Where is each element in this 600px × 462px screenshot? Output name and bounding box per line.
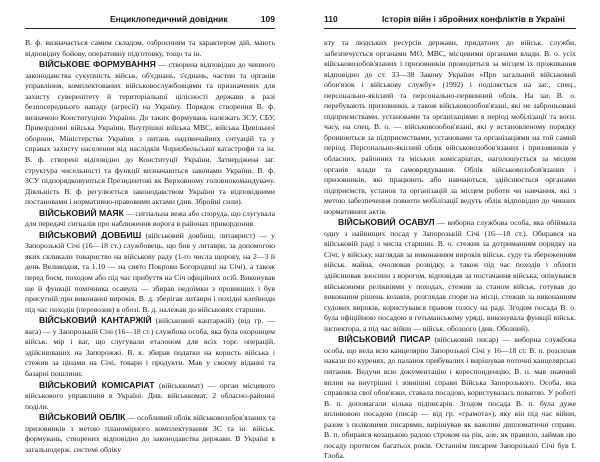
entry bbox=[324, 334, 576, 462]
left-running-header bbox=[25, 14, 275, 28]
running-title: Історія війн і збройних конфліктів в Україні bbox=[382, 14, 565, 24]
header-rule bbox=[25, 28, 275, 29]
entry-text: — виборна службова особа, яка обіймала одну з найвищих посад у Запорозькій Січі (16—18 ст.). Обирався на військовій раді з числа старшин. В. о. стежив за дотриманням порядку на Січі, у війську, наглядав за виконанням вироків військ. суду та збереженням військ. майна, очолював розвідку, а також під час походів і облоги здійснював зносини з ворогом, відповідав за постачання війська, опікувався військовими реліквіями у походах, стежив за станом військ, готував до виконання рішень козаків, розглядав спори на місці, стежив за виконанням судових вироків, користувався правом голосу на раді. Згодом посада В. о. була офіційною посадою в гетьманському уряді, виконувала функції військ. інспектора, а під час війни — військ. обозного (див. Обозний). bbox=[324, 218, 577, 333]
page-number: 110 bbox=[324, 14, 338, 24]
entry-text: (військкомат) — орган місцевого військового управління в Україні. Див. військкомат, 2 обласно-районні поділи. bbox=[25, 380, 275, 411]
entry-headword: ВІЙСЬКОВИЙ ПИСАР bbox=[338, 334, 431, 345]
left-page bbox=[0, 0, 300, 454]
entry-text: — створена відповідно до чинного законодавства сукупність військ, об'єднань, з'єднань, частин та органів управління, комплектованих військовослужбовцями та призначених для захисту суверенітету й територіальної цілісності держави в разі безпосереднього нападу (агресії) на Україну. Порядок створення В. ф. визначено Конституцією України. До таких формувань належать ЗСУ, СБУ, Прикордонні війська України, Внутрішні війська МВС, війська Цивільної оборони, Міністерства України з питань надзвичайних ситуацій та у справах захисту населення від наслідків Чорнобильської катастрофи та ін. В. ф. створені відповідно до Конституції України. Затверджена заг. структура чисельності та функції визначаються законами України. В. ф. ЗСУ підпорядковуються Президентові як Верховному головнокомандувачу. Діяльність В. ф. регулюється законодавством України та відповідними постановами і нормативно-правовими актами (див. Збройні сили). bbox=[25, 60, 276, 207]
entry bbox=[25, 230, 275, 315]
entry-headword: ВІЙСЬКОВИЙ МАЯК bbox=[39, 207, 124, 218]
entry-headword: ВІЙСЬКОВИЙ ОСАВУЛ bbox=[338, 217, 435, 228]
entry bbox=[324, 217, 576, 334]
entry-headword: ВІЙСЬКОВЕ ФОРМУВАННЯ bbox=[39, 59, 156, 70]
right-page-body bbox=[324, 38, 576, 462]
entry bbox=[25, 208, 275, 230]
entry bbox=[25, 380, 275, 413]
header-rule bbox=[324, 28, 576, 29]
entry bbox=[25, 38, 275, 59]
entry-text: (військовий довбиш, литаврист) — у Запорозькій Січі (16—18 ст.) службовець, що бив у литаври, за допомогою яких скликали товариство на військову раду (1-го числа щороку, на 2—3 й день Великодня, та 1.10 — на свято Покрови Богородиці на Січі), а також перед боєм, походом або під час прибуття на Січ офіційних осіб. Виконував ще й функції помічника осавула — збирав недоїмки з провинних і був присутній при виконанні вироків. В. д. зберігав литаври і похідні клейноди під час походів (перевозив) в обозі. В. д. належав до військових старшин. bbox=[25, 230, 275, 314]
entry-text: — сигнальна вежа або споруда, що слугувала для передачі сигналів про наближення ворога в районах прикордоння. bbox=[25, 208, 275, 229]
left-page-body bbox=[25, 38, 275, 455]
entry bbox=[25, 412, 275, 455]
entry-headword: ВІЙСЬКОВИЙ КОМІСАРІАТ bbox=[39, 379, 155, 390]
right-page bbox=[300, 0, 600, 461]
entry bbox=[324, 38, 576, 217]
entry-headword: ВІЙСЬКОВИЙ ДОВБИШ bbox=[39, 229, 142, 240]
running-title: Енциклопедичний довідник bbox=[110, 14, 228, 24]
entry-headword: ВІЙСЬКОВИЙ ОБЛІК bbox=[39, 412, 126, 423]
page-number: 109 bbox=[260, 14, 275, 24]
entry-text: — особливий облік військовозобов'язаних та призовників з метою планомірного комплектування ЗС та ін. військ. формувань, створених відповідно до законодавства держави. В Україні в загальнодерж. системі обліку bbox=[25, 413, 275, 454]
entry-text: (військовий писар) — виборна службова особа, що вела всю канцелярію Запорозької Січі у 16—18 ст. В. п. розсилав накази по куренях, до паланок прибувалих і вирішував поточні канцелярські питання. Ведучи всю документацію і кореспонденцію, В. п. мав значний вплив на внутрішні і зовнішні справи Війська Запорозького. Особа, яка справляла свої обов'язки, ставала посадою, користувалась повагою. У роботі В. п. допомагали кілька підписарів. Згодом посада В. п. була дуже впливовою посадою (писар — від гр. «грамота»), яку він під час війни, разом з полковими писарями, вирішував як важливі дипломатичні справи. В. п. обирався козацькою радою строком на рік, але, як правило, займав цю посаду протягом багатьох років. Останнім писарем Запорозької Січі був І. Глоба. bbox=[324, 335, 576, 461]
entry-text: (військовий кантаржій) (від гр. — вага) — у Запорозькій Січі (16—18 ст.) службова особа, яка була охоронцем військ. мір і ваг, що слугували еталоном для всіх торг. операцій, здійснюваних на Запорожжі. В. к. збирав податки на користь війська і стежив за цінами на Січі, товари і продукти. Мав у своєму віданні та базарні пошлини. bbox=[25, 316, 275, 378]
entry-text: В. ф. визначається самим складом, озброєнням та характером дій, мають відповідну бойову, оперативну підготовку, тощо та ін. bbox=[25, 38, 275, 58]
entry bbox=[25, 59, 275, 208]
entry-headword: ВІЙСЬКОВИЙ КАНТАРЖІЙ bbox=[39, 315, 152, 326]
entry-text: кту та людських ресурсів держави, придатних до військ. служби, забезпечується органами МО, МВС, місцевими органами влади. В. о. усіх військовозобов'язаних і призовників проводиться за місцем їх проживання відповідно до ст. 33—38 Закону України «Про загальний військовий обов'язок і військову службу» (1992) і поділяється на заг., спец., персонально-якісний та персонально-первинний облік. На заг. В. о. перебувають призовники, а також військовозобов'язані, які не заброньовані підприємствами, установами та організаціями в період мобілізації та воєн. часу, на спец. В. о. — військовозобов'язані, які у встановленому порядку бронюються за підприємствами, установами та організаціями на той самий період. Персонально-якісний облік військовозобов'язаних і призовників у обласних, районних та міських комісаріатах, наголошується за місцем органів влади та самоврядування. Облік військовозобов'язаних і призовників, які працюють або навчаються, здійснюється органами підприємств, установ та організацій за місцем роботи чи навчання, які з метою забезпечення повноти мобілізації ведуть облік відповідно до чинних нормативних актів. bbox=[324, 38, 576, 216]
entry bbox=[25, 315, 275, 379]
right-running-header bbox=[324, 14, 576, 28]
